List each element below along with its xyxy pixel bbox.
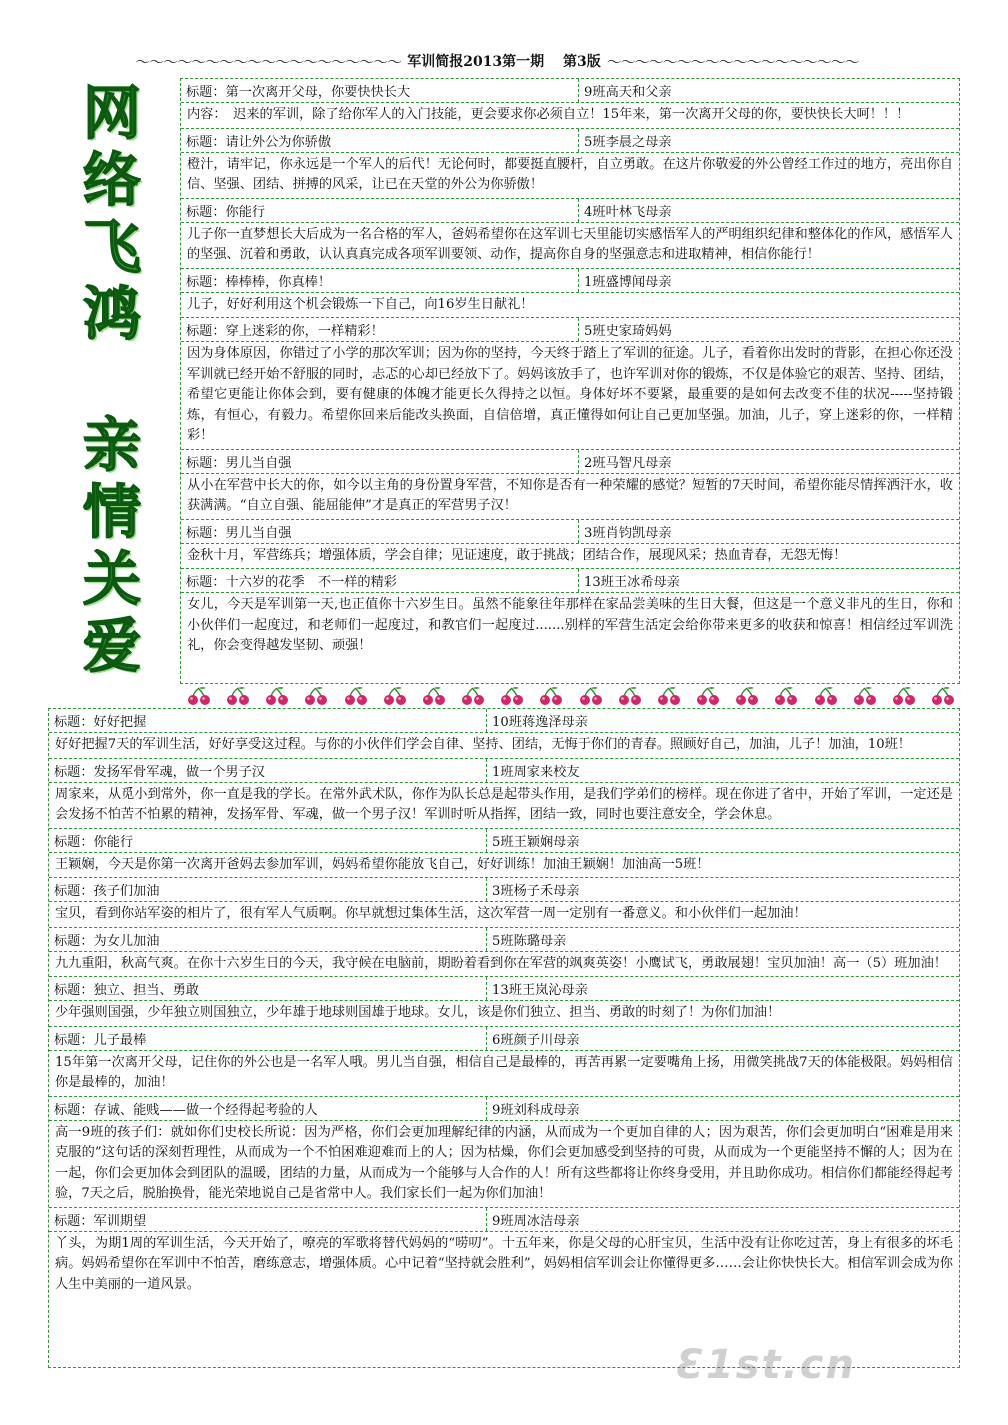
side-title-char: 情: [82, 478, 141, 546]
message-sender: 5班史家琦妈妈: [584, 324, 672, 339]
cherry-icon: [382, 686, 408, 706]
side-title-family: [62, 412, 162, 680]
message-title: 标题：发扬军骨军魂，做一个男子汉: [49, 759, 487, 782]
cherry-icon: [930, 686, 956, 706]
message-header-row: [181, 199, 959, 223]
side-title-char: 鸿: [82, 280, 141, 348]
message-sender: 2班马智凡母亲: [584, 455, 672, 471]
message-sender: 5班王颖娴母亲: [492, 834, 580, 850]
message-content: 因为身体原因，你错过了小学的那次军训；因为你的坚持，今天终于踏上了军训的征途。儿子，看着你出发时的背影，在担心你还没军训就已经开始不舒服的同时，忐忑的心却已经放下了。妈妈该放手了，也许军训对你的锻炼，不仅是体验它的艰苦、坚持、团结，希望它更能让你体会到，要有健康的体魄才能更长久得持之以恒。身体好坏不要紧，最重要的是如何去改变不佳的状况-----坚持锻炼，有恒心，有毅力。希望你回来后能改头换面，自信倍增，真正懂得如何让自己更加坚强。加油，儿子，穿上迷彩的你，一样精彩！: [181, 342, 959, 450]
cherry-icon: [813, 686, 839, 706]
message-content: 王颖娴，今天是你第一次离开爸妈去参加军训，妈妈希望你能放飞自己，好好训练！加油王颖娴！加油高一5班！: [49, 853, 959, 879]
message-title: 标题：十六岁的花季 不一样的精彩: [181, 569, 579, 592]
cherry-icon: [617, 686, 643, 706]
cherry-icon: [578, 686, 604, 706]
message-header-row: [181, 129, 959, 153]
message-header-row: [181, 520, 959, 544]
message-sender: 13班王冰希母亲: [584, 575, 680, 590]
message-title: 标题：男儿当自强: [181, 520, 579, 543]
message-content: 金秋十月，军营练兵；增强体质，学会自律；见证速度，敢于挑战；团结合作，展现风采；热血青春，无怨无悔！: [181, 544, 959, 570]
watermark-text: Ɛ1st.cn: [676, 1342, 856, 1388]
message-content: 儿子，好好利用这个机会锻炼一下自己，向16岁生日献礼！: [181, 293, 959, 319]
message-header-row: [49, 977, 959, 1001]
cherry-icon: [656, 686, 682, 706]
cherry-icon: [891, 686, 917, 706]
message-header-row: [49, 1208, 959, 1232]
page-header: [58, 50, 950, 72]
cherry-icon: [264, 686, 290, 706]
message-content: 儿子你一直梦想长大后成为一名合格的军人，爸妈希望你在这军训七天里能切实感悟军人的严明组织纪律和整体化的作风，感悟军人的坚强、沉着和勇敢，认认真真完成各项军训要领、动作，提高你自身的坚强意志和进取精神，相信你能行！: [181, 223, 959, 269]
cherry-icon: [499, 686, 525, 706]
message-content: 从小在军营中长大的你，如今以主角的身份置身军营，不知你是否有一种荣耀的感觉？短暂的7天时间，希望你能尽情挥洒汗水，收获满满。“自立自强、能屈能伸”才是真正的军营男子汉！: [181, 474, 959, 520]
message-title: 标题：男儿当自强: [181, 450, 579, 473]
message-sender: 3班杨子禾母亲: [492, 884, 580, 899]
message-title: 标题：你能行: [181, 199, 579, 222]
side-title-char: 飞: [82, 213, 141, 281]
message-sender: 1班盛博闻母亲: [584, 274, 672, 290]
message-title: 标题：你能行: [49, 829, 487, 852]
message-header-row: [181, 318, 959, 342]
message-title: 标题：孩子们加油: [49, 878, 487, 901]
message-title: 标题：请让外公为你骄傲: [181, 129, 579, 152]
side-title-char: 网: [82, 79, 141, 147]
cherry-icon: [734, 686, 760, 706]
header-wave-right: ～～～～～～～～～～～～～～～～～～: [606, 52, 859, 71]
message-sender: 9班周冰洁母亲: [492, 1213, 580, 1229]
message-header-row: [49, 1027, 959, 1051]
message-sender: 5班陈璐母亲: [492, 933, 567, 949]
message-sender: 9班刘科成母亲: [492, 1102, 580, 1118]
message-header-row: [49, 709, 959, 733]
message-header-row: [181, 269, 959, 293]
side-title-char: 爱: [82, 612, 141, 680]
message-title: 标题：穿上迷彩的你，一样精彩！: [181, 318, 579, 341]
message-content: 内容： 迟来的军训，除了给你军人的入门技能，更会要求你必须自立！15年来，第一次离开父母的你，要快快长大呵！！！: [181, 103, 959, 129]
side-title-char: 络: [82, 146, 141, 214]
message-title: 标题：存诚、能贱——做一个经得起考验的人: [49, 1097, 487, 1120]
message-header-row: [49, 878, 959, 902]
message-header-row: [181, 79, 959, 103]
side-title-network: [62, 80, 162, 348]
side-title-char: 亲: [82, 411, 141, 479]
message-header-row: [49, 928, 959, 952]
message-sender: 1班周家来校友: [492, 764, 580, 780]
message-content: 高一9班的孩子们：就如你们史校长所说：因为严格，你们会更加理解纪律的内涵，从而成为一个更加自律的人；因为艰苦，你们会更加明白“困难是用来克服的”这句话的深刻哲理性，从而成为一个不怕困难迎难而上的人；因为枯燥，你们会更加感受到坚持的可贵，从而成为一个更能坚持不懈的人；因为在一起，你们会更加体会到团队的温暖，团结的力量，从而成为一个能够与人合作的人！所有这些都将让你终身受用，并且助你成功。相信你们都能经得起考验，7天之后，脱胎换骨，能光荣地说自己是省常中人。我们家长们一起为你们加油！: [49, 1121, 959, 1208]
cherry-icon: [225, 686, 251, 706]
message-sender: 4班叶林飞母亲: [584, 204, 672, 220]
message-title: 标题：军训期望: [49, 1208, 487, 1231]
header-title: 军训简报2013第一期 第3版: [407, 54, 601, 70]
message-content: 少年强则国强，少年独立则国独立，少年雄于地球则国雄于地球。女儿，该是你们独立、担当、勇敢的时刻了！为你们加油！: [49, 1001, 959, 1027]
message-sender: 3班肖钧凯母亲: [584, 525, 672, 541]
site-watermark: [676, 1342, 936, 1392]
message-title: 标题：儿子最棒: [49, 1027, 487, 1050]
messages-section-top: [180, 78, 960, 684]
message-content: 周家来，从觅小到常外，你一直是我的学长。在常外武术队，你作为队长总是起带头作用，是我们学弟们的榜样。现在你进了省中，开始了军训，一定还是会发扬不怕苦不怕累的精神，发扬军骨、军魂，做一个男子汉！军训时听从指挥，团结一致，同时也要注意安全，学会休息。: [49, 783, 959, 829]
side-title-char: 关: [82, 545, 141, 613]
cherry-icon: [695, 686, 721, 706]
cherry-icon: [303, 686, 329, 706]
message-title: 标题：第一次离开父母，你要快快长大: [181, 79, 579, 102]
message-sender: 13班王岚沁母亲: [492, 983, 588, 998]
message-header-row: [49, 829, 959, 853]
cherry-icon: [343, 686, 369, 706]
cherry-icon: [186, 686, 212, 706]
message-title: 标题：为女儿加油: [49, 928, 487, 951]
cherry-icon: [773, 686, 799, 706]
message-content: 好好把握7天的军训生活，好好享受这过程。与你的小伙伴们学会自律、坚持、团结，无悔于你们的青春。照顾好自己，加油，儿子！加油，10班！: [49, 733, 959, 759]
message-header-row: [181, 450, 959, 474]
cherry-divider: [186, 686, 956, 706]
cherry-icon: [460, 686, 486, 706]
message-header-row: [49, 759, 959, 783]
header-wave-left: ～～～～～～～～～～～～～～～～～～～: [135, 52, 402, 71]
cherry-icon: [852, 686, 878, 706]
cherry-icon: [538, 686, 564, 706]
message-sender: 9班高天和父亲: [584, 85, 672, 100]
message-content: 女儿，今天是军训第一天,也正值你十六岁生日。虽然不能象往年那样在家品尝美味的生日大餐，但这是一个意义非凡的生日，你和小伙伴们一起度过，和老师们一起度过，和教官们一起度过.......别样的军营生活定会给你带来更多的收获和惊喜！相信经过军训洗礼，你会变得越发坚韧、顽强！: [187, 597, 953, 653]
message-sender: 10班蒋逸泽母亲: [492, 715, 588, 730]
message-header-row: [49, 1097, 959, 1121]
message-content: 九九重阳，秋高气爽。在你十六岁生日的今天，我守候在电脑前，期盼着看到你在军营的飒爽英姿！小鹰试飞，勇敢展翅！宝贝加油！高一（5）班加油！: [49, 952, 959, 978]
messages-section-bottom: [48, 708, 960, 1368]
message-content: 丫头，为期1周的军训生活，今天开始了，嘹亮的军歌将替代妈妈的“唠叨”。十五年来，你是父母的心肝宝贝，生活中没有让你吃过苦，身上有很多的坏毛病。妈妈希望你在军训中不怕苦，磨练意志，增强体质。心中记着“坚持就会胜利”，妈妈相信军训会让你懂得更多……会让你快快长大。相信军训会成为你人生中美丽的一道风景。: [55, 1235, 953, 1292]
message-content: 橙汁，请牢记，你永远是一个军人的后代！无论何时，都要挺直腰杆，自立勇敢。在这片你敬爱的外公曾经工作过的地方，亮出你自信、坚强、团结、拼搏的风采，让已在天堂的外公为你骄傲！: [181, 153, 959, 199]
message-title: 标题：棒棒棒，你真棒！: [181, 269, 579, 292]
cherry-icon: [421, 686, 447, 706]
message-header-row: [181, 569, 959, 593]
message-content: 15年第一次离开父母，记住你的外公也是一名军人哦。男儿当自强，相信自己是最棒的，再苦再累一定要嘴角上扬，用微笑挑战7天的体能极限。妈妈相信你是最棒的，加油！: [49, 1051, 959, 1097]
message-sender: 5班李晨之母亲: [584, 134, 672, 150]
message-content: 宝贝，看到你站军姿的相片了，很有军人气质啊。你早就想过集体生活，这次军营一周一定别有一番意义。和小伙伴们一起加油！: [49, 902, 959, 928]
message-title: 标题：独立、担当、勇敢: [49, 977, 487, 1000]
message-sender: 6班颜子川母亲: [492, 1032, 580, 1048]
message-title: 标题：好好把握: [49, 709, 487, 732]
